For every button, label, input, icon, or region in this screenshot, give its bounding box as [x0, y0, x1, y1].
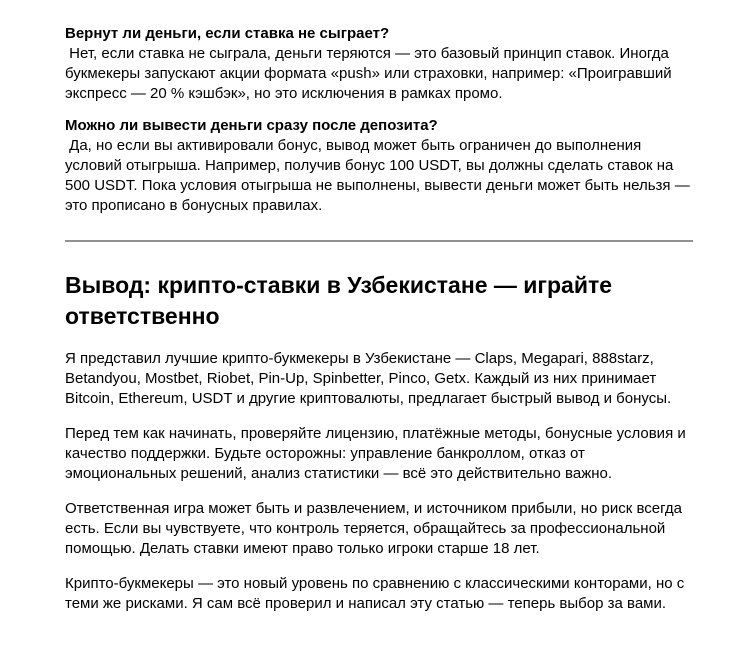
faq-item-withdrawal: [65, 116, 693, 216]
conclusion-paragraph-responsible-play: Ответственная игра может быть и развлечением, и источником прибыли, но риск всегда есть. Если вы чувствуете, что контроль теряется, обращайтесь за профессиональной помощью. Делать ставки имеют право только игроки старше 18 лет.: [65, 500, 683, 557]
faq-question-withdrawal: Можно ли вывести деньги сразу после депозита?: [65, 117, 438, 134]
faq-item-refund: [65, 24, 693, 104]
conclusion-paragraph-bookmakers: Я представил лучшие крипто-букмекеры в Узбекистане — Claps, Megapari, 888starz, Betandyou, Mostbet, Riobet, Pin-Up, Spinbetter, Pinco, Getx. Каждый из них принимает Bitcoin, Ethereum, USDT и другие криптовалюты, предлагает быстрый вывод и бонусы.: [65, 350, 672, 407]
section-divider: [65, 240, 693, 242]
conclusion-heading: Вывод: крипто-ставки в Узбекистане — играйте ответственно: [65, 272, 613, 329]
conclusion-paragraph-precautions: Перед тем как начинать, проверяйте лицензию, платёжные методы, бонусные условия и качество поддержки. Будьте осторожны: управление банкроллом, отказ от эмоциональных решений, анализ статистики — всё это действительно важно.: [65, 425, 686, 482]
faq-question-refund: Вернут ли деньги, если ставка не сыграет?: [65, 25, 390, 42]
conclusion-paragraph-final-word: Крипто-букмекеры — это новый уровень по сравнению с классическими конторами, но с теми же рисками. Я сам всё проверил и написал эту статью — теперь выбор за вами.: [65, 575, 685, 612]
faq-answer-withdrawal: Да, но если вы активировали бонус, вывод может быть ограничен до выполнения условий отыгрыша. Например, получив бонус 100 USDT, вы должны сделать ставок на 500 USDT. Пока условия отыгрыша не выполнены, вывести деньги может быть нельзя — это прописано в бонусных правилах.: [65, 137, 694, 214]
faq-answer-refund: Нет, если ставка не сыграла, деньги теряются — это базовый принцип ставок. Иногда букмекеры запускают акции формата «push» или страховки, например: «Проигравший экспресс — 20 % кэшбэк», но это исключения в рамках промо.: [65, 45, 676, 102]
